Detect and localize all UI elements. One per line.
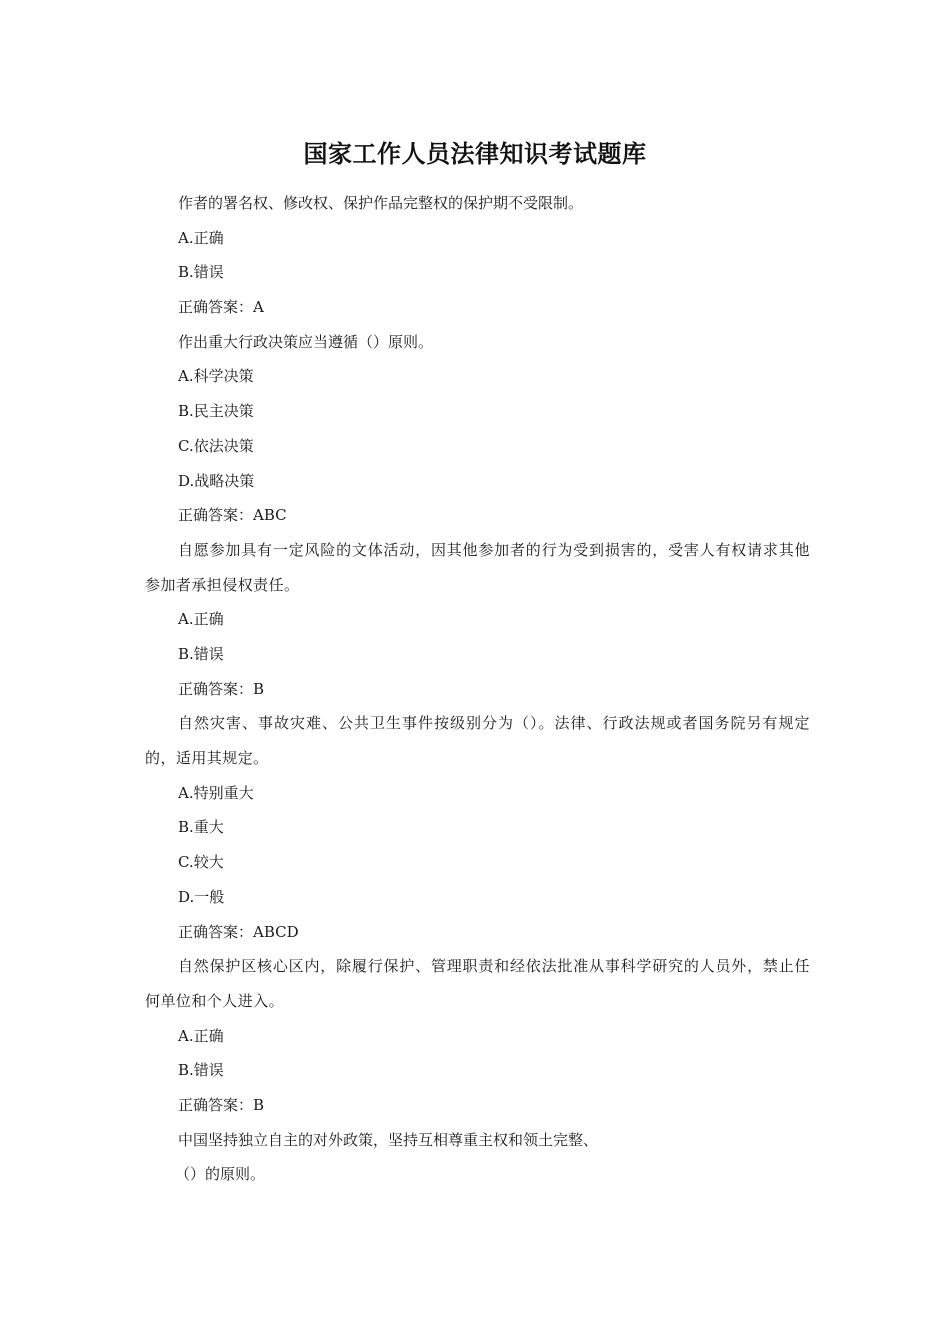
option-d: D.战略决策 — [178, 471, 255, 490]
correct-answer: 正确答案：B — [178, 679, 265, 698]
question-stem-continuation: （）的原则。 — [175, 1165, 266, 1184]
option-d: D.一般 — [178, 887, 225, 906]
question-stem: 中国坚持独立自主的对外政策，坚持互相尊重主权和领土完整、 — [178, 1130, 599, 1149]
question-stem: 作者的署名权、修改权、保护作品完整权的保护期不受限制。 — [178, 194, 584, 212]
option-b: B.错误 — [178, 644, 224, 663]
option-a: A.特别重大 — [178, 783, 254, 802]
correct-answer: 正确答案：ABCD — [178, 922, 299, 941]
option-a: A.正确 — [178, 1026, 224, 1045]
correct-answer: 正确答案：ABC — [178, 506, 287, 525]
correct-answer: 正确答案：A — [178, 298, 264, 317]
option-c: C.依法决策 — [178, 436, 254, 455]
option-b: B.错误 — [178, 1061, 224, 1080]
option-c: C.较大 — [178, 853, 224, 872]
correct-answer: 正确答案：B — [178, 1095, 265, 1114]
option-b: B.重大 — [178, 818, 224, 837]
option-a: A.正确 — [178, 610, 224, 629]
document-title: 国家工作人员法律知识考试题库 — [303, 140, 647, 168]
question-stem: 自然灾害、事故灾难、公共卫生事件按级别分为（）。法律、行政法规或者国务院另有规定的，适用其规定。 — [145, 714, 810, 768]
option-a: A.正确 — [178, 228, 224, 247]
question-stem: 自然保护区核心区内，除履行保护、管理职责和经依法批准从事科学研究的人员外，禁止任何单位和个人进入。 — [145, 957, 810, 1010]
question-list — [145, 186, 810, 1192]
option-a: A.科学决策 — [178, 367, 254, 386]
option-b: B.错误 — [178, 263, 224, 282]
question-stem: 作出重大行政决策应当遵循（）原则。 — [178, 332, 434, 351]
option-b: B.民主决策 — [178, 402, 254, 421]
question-stem: 自愿参加具有一定风险的文体活动，因其他参加者的行为受到损害的，受害人有权请求其他参加者承担侵权责任。 — [145, 540, 810, 594]
